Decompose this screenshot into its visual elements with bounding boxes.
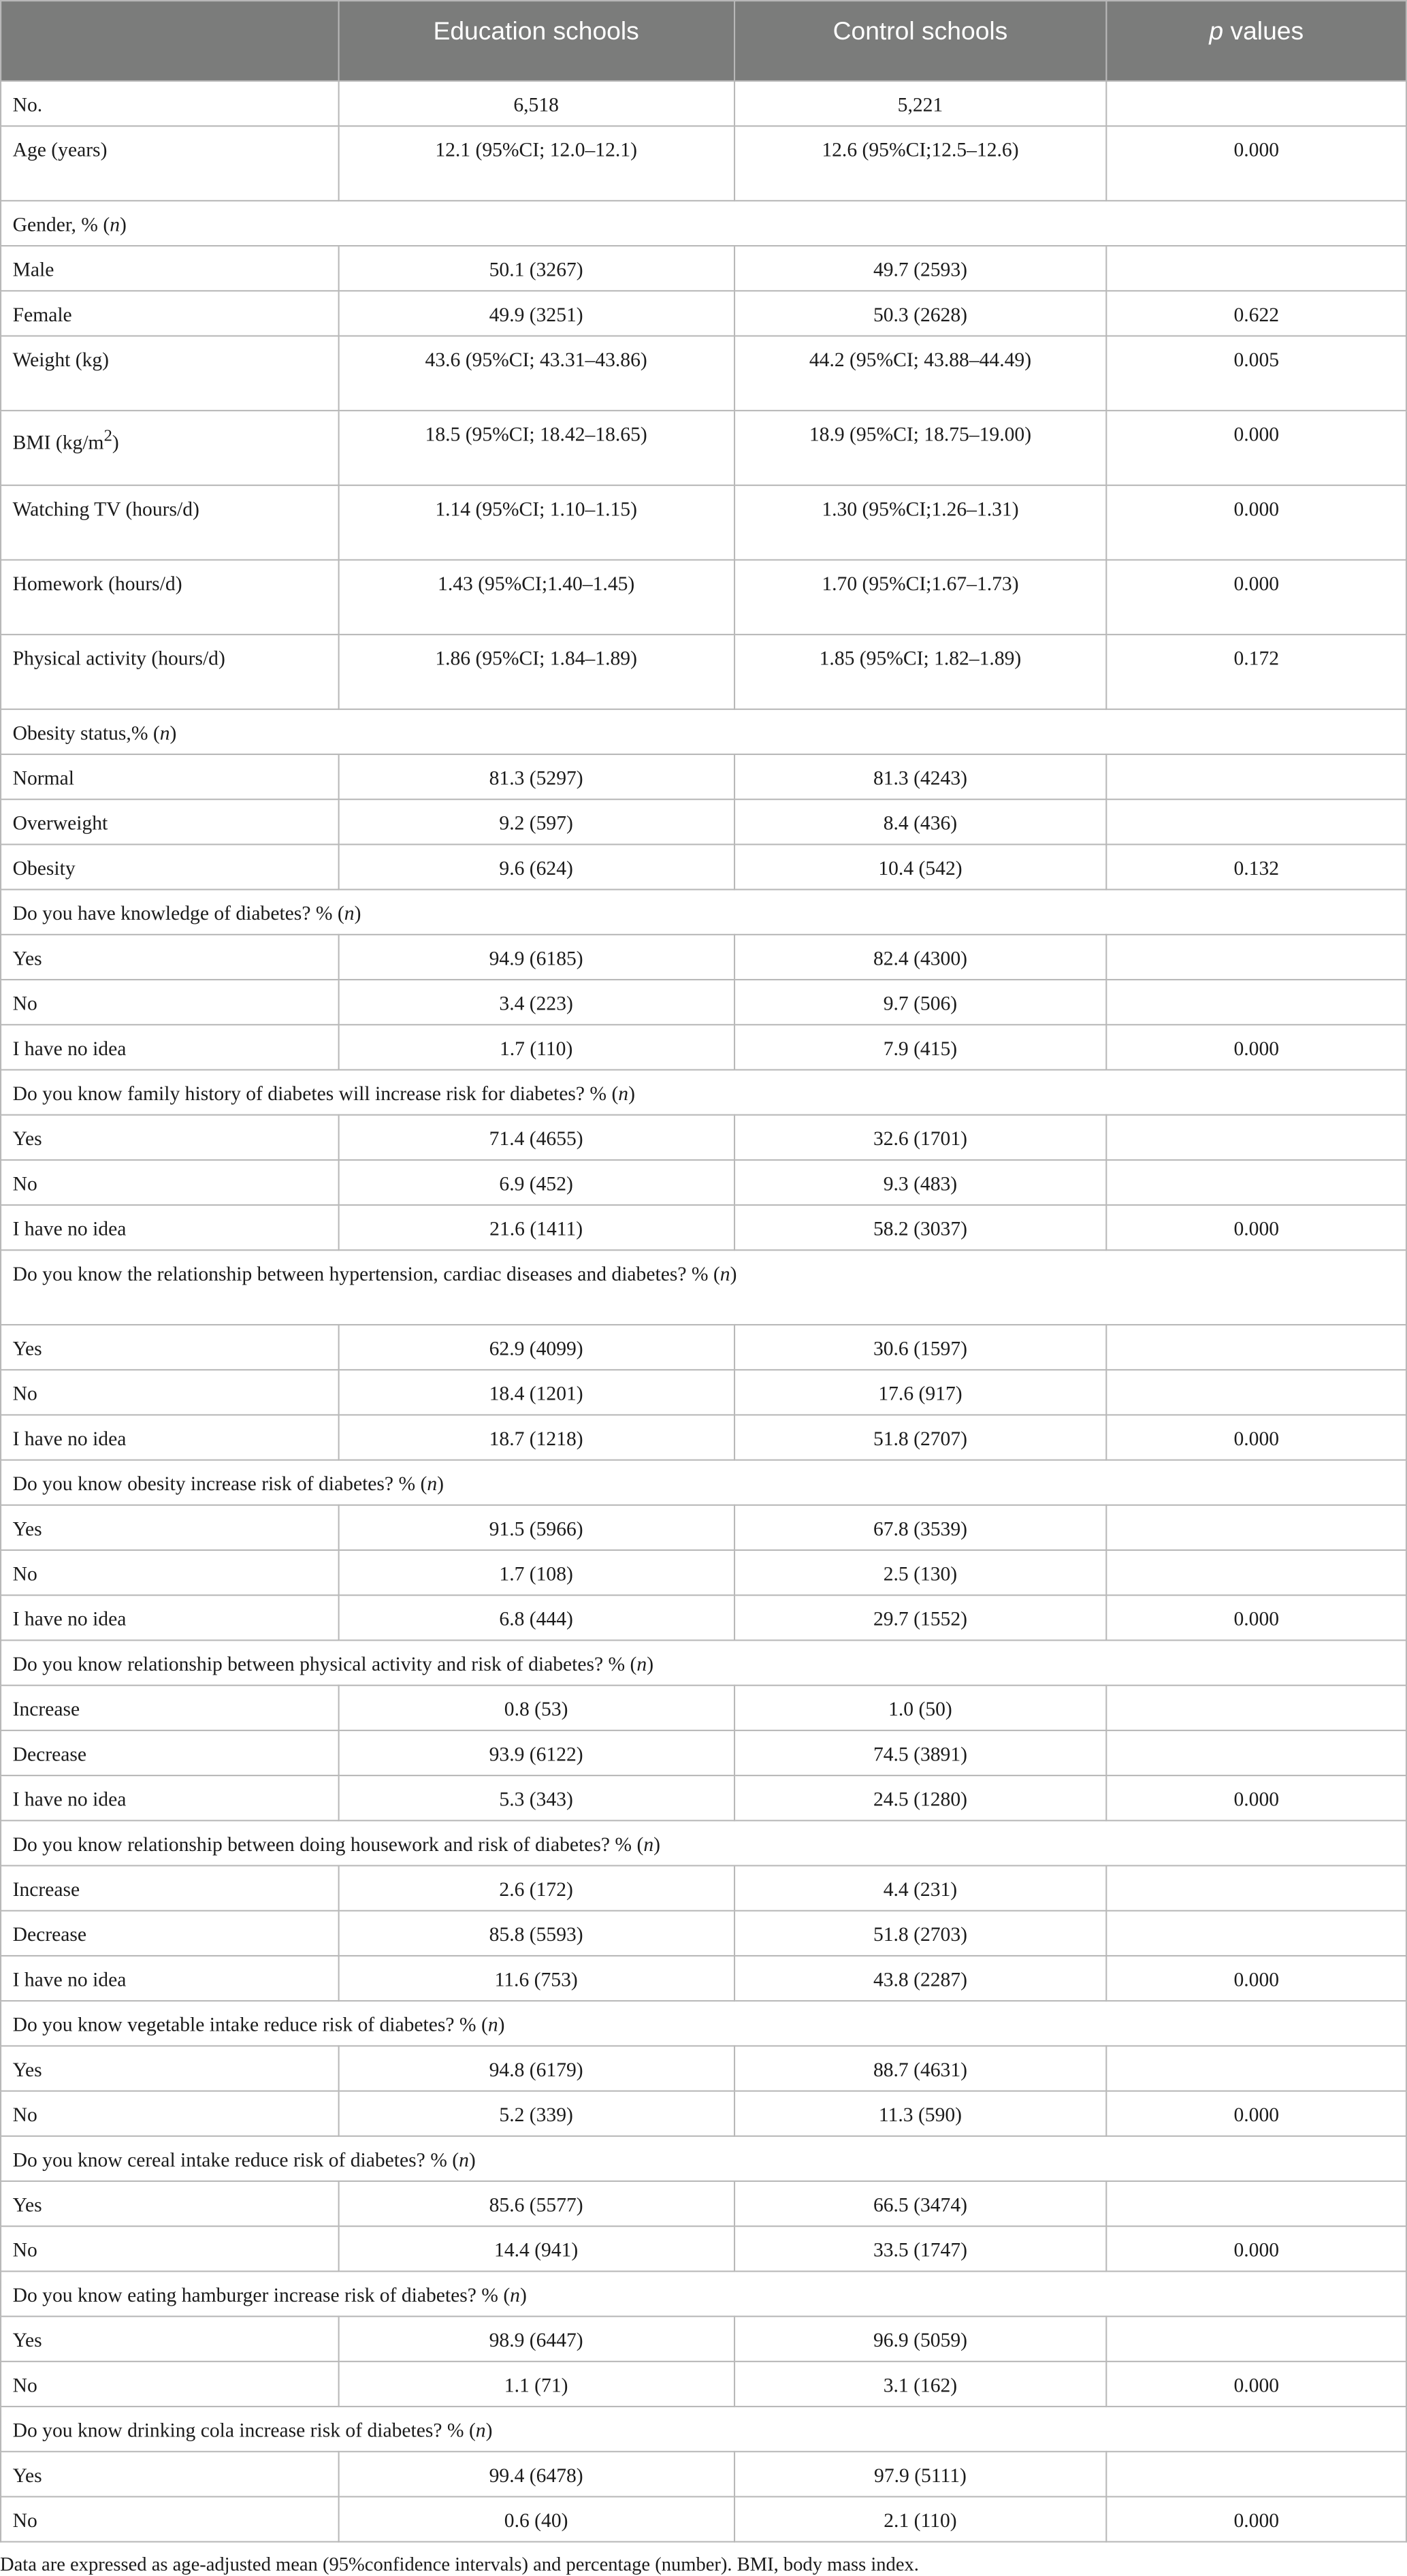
section-tail: ) [485, 2419, 493, 2443]
education-value: 1.86 (95%CI; 1.84–1.89) [338, 634, 734, 709]
p-value [1107, 1160, 1406, 1205]
row-label: No [1, 2362, 338, 2406]
header-p-italic: p [1209, 16, 1224, 46]
p-value [1107, 1550, 1406, 1595]
row-label: No [1, 2496, 338, 2541]
p-value [1107, 935, 1406, 980]
table-body [1, 81, 1406, 2542]
control-value: 2.5 (130) [734, 1550, 1106, 1595]
section-heading [1, 2406, 1406, 2451]
section-tail: ) [468, 2149, 476, 2172]
section-heading [1, 1460, 1406, 1505]
section-heading [1, 1069, 1406, 1114]
control-value: 24.5 (1280) [734, 1775, 1106, 1820]
section-tail: ) [653, 1833, 660, 1857]
table-row [1, 560, 1406, 634]
p-value: 0.132 [1107, 844, 1406, 889]
row-label: Physical activity (hours/d) [1, 634, 338, 709]
control-value: 9.7 (506) [734, 980, 1106, 1025]
education-value: 9.2 (597) [338, 799, 734, 844]
p-value: 0.000 [1107, 2362, 1406, 2406]
table-row [1, 126, 1406, 201]
education-value: 18.5 (95%CI; 18.42–18.65) [338, 410, 734, 485]
education-value: 1.14 (95%CI; 1.10–1.15) [338, 485, 734, 560]
table-section-row [1, 2136, 1406, 2181]
row-label-tail: ) [112, 432, 119, 455]
table-row [1, 2451, 1406, 2496]
section-n-italic: n [719, 1263, 730, 1287]
row-label: Increase [1, 1686, 338, 1730]
row-label: Male [1, 246, 338, 291]
row-label: No [1, 980, 338, 1025]
control-value: 8.4 (436) [734, 799, 1106, 844]
control-value: 50.3 (2628) [734, 291, 1106, 336]
section-heading [1, 709, 1406, 754]
control-value: 1.30 (95%CI;1.26–1.31) [734, 485, 1106, 560]
p-value [1107, 2046, 1406, 2091]
table-row [1, 935, 1406, 980]
header-label [1, 1, 338, 81]
row-label: No. [1, 81, 338, 126]
education-value: 5.3 (343) [338, 1775, 734, 1820]
p-value [1107, 1686, 1406, 1730]
control-value: 44.2 (95%CI; 43.88–44.49) [734, 336, 1106, 410]
education-value: 1.7 (110) [338, 1025, 734, 1069]
p-value: 0.000 [1107, 2091, 1406, 2136]
control-value: 12.6 (95%CI;12.5–12.6) [734, 126, 1106, 201]
education-value: 50.1 (3267) [338, 246, 734, 291]
section-tail: ) [628, 1083, 635, 1106]
table-section-row [1, 1069, 1406, 1114]
row-label: I have no idea [1, 1025, 338, 1069]
p-value: 0.622 [1107, 291, 1406, 336]
p-value: 0.000 [1107, 1956, 1406, 2001]
table-section-row [1, 201, 1406, 246]
row-label-text: BMI (kg/m [12, 432, 104, 455]
p-value [1107, 1866, 1406, 1911]
control-value: 49.7 (2593) [734, 246, 1106, 291]
control-value: 58.2 (3037) [734, 1205, 1106, 1250]
table-row [1, 1415, 1406, 1460]
p-value [1107, 81, 1406, 126]
table-row [1, 1205, 1406, 1250]
table-row [1, 2046, 1406, 2091]
table-row [1, 1505, 1406, 1550]
p-value [1107, 1325, 1406, 1370]
row-label-superscript: 2 [103, 425, 112, 445]
table-row [1, 2181, 1406, 2226]
education-value: 0.6 (40) [338, 2496, 734, 2541]
table-section-row [1, 890, 1406, 935]
control-value: 10.4 (542) [734, 844, 1106, 889]
table-section-row [1, 1460, 1406, 1505]
section-tail: ) [730, 1263, 737, 1287]
row-label: Weight (kg) [1, 336, 338, 410]
row-label: I have no idea [1, 1956, 338, 2001]
p-value: 0.000 [1107, 1205, 1406, 1250]
section-heading [1, 2136, 1406, 2181]
header-control-schools: Control schools [734, 1, 1106, 81]
table-row [1, 1160, 1406, 1205]
control-value: 74.5 (3891) [734, 1730, 1106, 1775]
table-row [1, 2496, 1406, 2541]
section-heading [1, 1250, 1406, 1325]
header-p-rest: values [1223, 16, 1304, 46]
table-section-row [1, 2271, 1406, 2316]
p-value: 0.172 [1107, 634, 1406, 709]
education-value: 94.9 (6185) [338, 935, 734, 980]
section-tail: ) [120, 214, 127, 237]
education-value: 18.7 (1218) [338, 1415, 734, 1460]
table-row [1, 1115, 1406, 1160]
row-label: Normal [1, 754, 338, 799]
p-value: 0.000 [1107, 2496, 1406, 2541]
p-value: 0.000 [1107, 1415, 1406, 1460]
education-value: 98.9 (6447) [338, 2317, 734, 2362]
section-text: Do you know obesity increase risk of diabetes? % ( [12, 1473, 427, 1496]
education-value: 43.6 (95%CI; 43.31–43.86) [338, 336, 734, 410]
table-section-row [1, 709, 1406, 754]
education-value: 0.8 (53) [338, 1686, 734, 1730]
section-n-italic: n [159, 722, 170, 745]
table-row [1, 1775, 1406, 1820]
section-text: Do you know vegetable intake reduce risk of diabetes? % ( [12, 2014, 488, 2037]
education-value: 85.8 (5593) [338, 1911, 734, 1956]
row-label: No [1, 1370, 338, 1415]
row-label: No [1, 2091, 338, 2136]
table-footnote: Data are expressed as age-adjusted mean (95%confidence intervals) and percentage (number). BMI, body mass index. [0, 2554, 919, 2575]
row-label: I have no idea [1, 1595, 338, 1640]
control-value: 9.3 (483) [734, 1160, 1106, 1205]
control-value: 43.8 (2287) [734, 1956, 1106, 2001]
section-tail: ) [354, 903, 361, 926]
section-text: Do you know eating hamburger increase risk of diabetes? % ( [12, 2285, 511, 2308]
control-value: 97.9 (5111) [734, 2451, 1106, 2496]
table-row [1, 246, 1406, 291]
header-p-values [1107, 1, 1406, 81]
p-value [1107, 1911, 1406, 1956]
education-value: 2.6 (172) [338, 1866, 734, 1911]
table-section-row [1, 2406, 1406, 2451]
row-label: Female [1, 291, 338, 336]
section-heading [1, 2271, 1406, 2316]
control-value: 1.0 (50) [734, 1686, 1106, 1730]
section-text: Gender, % ( [12, 214, 110, 237]
section-n-italic: n [427, 1473, 438, 1496]
table-row [1, 1866, 1406, 1911]
row-label: Yes [1, 2317, 338, 2362]
education-value: 93.9 (6122) [338, 1730, 734, 1775]
p-value [1107, 2451, 1406, 2496]
control-value: 29.7 (1552) [734, 1595, 1106, 1640]
p-value: 0.000 [1107, 410, 1406, 485]
section-text: Do you know family history of diabetes will increase risk for diabetes? % ( [12, 1083, 619, 1106]
education-value: 1.43 (95%CI;1.40–1.45) [338, 560, 734, 634]
table-row [1, 1550, 1406, 1595]
section-n-italic: n [636, 1654, 647, 1677]
row-label: No [1, 1550, 338, 1595]
section-n-italic: n [459, 2149, 469, 2172]
education-value: 11.6 (753) [338, 1956, 734, 2001]
table-section-row [1, 1250, 1406, 1325]
education-value: 1.1 (71) [338, 2362, 734, 2406]
education-value: 62.9 (4099) [338, 1325, 734, 1370]
row-label: I have no idea [1, 1775, 338, 1820]
education-value: 1.7 (108) [338, 1550, 734, 1595]
table-row [1, 1595, 1406, 1640]
education-value: 6.9 (452) [338, 1160, 734, 1205]
education-value: 6,518 [338, 81, 734, 126]
row-label: No [1, 2226, 338, 2271]
section-tail: ) [519, 2285, 527, 2308]
table-row [1, 980, 1406, 1025]
control-value: 1.85 (95%CI; 1.82–1.89) [734, 634, 1106, 709]
control-value: 96.9 (5059) [734, 2317, 1106, 2362]
section-tail: ) [498, 2014, 505, 2037]
education-value: 94.8 (6179) [338, 2046, 734, 2091]
section-text: Do you know relationship between doing housework and risk of diabetes? % ( [12, 1833, 644, 1857]
row-label: I have no idea [1, 1415, 338, 1460]
p-value [1107, 1370, 1406, 1415]
education-value: 99.4 (6478) [338, 2451, 734, 2496]
p-value: 0.000 [1107, 1025, 1406, 1069]
p-value: 0.000 [1107, 560, 1406, 634]
table-row [1, 336, 1406, 410]
control-value: 32.6 (1701) [734, 1115, 1106, 1160]
education-value: 71.4 (4655) [338, 1115, 734, 1160]
table-section-row [1, 1640, 1406, 1685]
control-value: 88.7 (4631) [734, 2046, 1106, 2091]
p-value [1107, 1115, 1406, 1160]
row-label: I have no idea [1, 1205, 338, 1250]
row-label: Decrease [1, 1911, 338, 1956]
row-label [1, 410, 338, 485]
section-heading [1, 1640, 1406, 1685]
row-label: Yes [1, 1115, 338, 1160]
education-value: 85.6 (5577) [338, 2181, 734, 2226]
table-row [1, 2226, 1406, 2271]
table-section-row [1, 1820, 1406, 1865]
table-row [1, 1325, 1406, 1370]
control-value: 82.4 (4300) [734, 935, 1106, 980]
education-value: 12.1 (95%CI; 12.0–12.1) [338, 126, 734, 201]
education-value: 3.4 (223) [338, 980, 734, 1025]
row-label: Yes [1, 1325, 338, 1370]
table-row [1, 291, 1406, 336]
p-value: 0.000 [1107, 1595, 1406, 1640]
p-value: 0.000 [1107, 126, 1406, 201]
education-value: 21.6 (1411) [338, 1205, 734, 1250]
section-text: Do you know relationship between physical activity and risk of diabetes? % ( [12, 1654, 637, 1677]
row-label: Watching TV (hours/d) [1, 485, 338, 560]
section-text: Do you have knowledge of diabetes? % ( [12, 903, 344, 926]
table-row [1, 1730, 1406, 1775]
table-row [1, 799, 1406, 844]
control-value: 33.5 (1747) [734, 2226, 1106, 2271]
section-n-italic: n [110, 214, 120, 237]
row-label: Overweight [1, 799, 338, 844]
section-tail: ) [437, 1473, 444, 1496]
section-heading [1, 2001, 1406, 2046]
table-row [1, 1956, 1406, 2001]
table-row [1, 485, 1406, 560]
control-value: 2.1 (110) [734, 2496, 1106, 2541]
education-value: 14.4 (941) [338, 2226, 734, 2271]
table-row [1, 754, 1406, 799]
p-value [1107, 2181, 1406, 2226]
row-label: Yes [1, 2046, 338, 2091]
table-row [1, 844, 1406, 889]
education-value: 91.5 (5966) [338, 1505, 734, 1550]
row-label: Yes [1, 2181, 338, 2226]
control-value: 3.1 (162) [734, 2362, 1106, 2406]
p-value [1107, 980, 1406, 1025]
section-text: Obesity status,% ( [12, 722, 160, 745]
education-value: 18.4 (1201) [338, 1370, 734, 1415]
p-value [1107, 1730, 1406, 1775]
education-value: 6.8 (444) [338, 1595, 734, 1640]
table-row [1, 1025, 1406, 1069]
row-label: Homework (hours/d) [1, 560, 338, 634]
row-label: Yes [1, 1505, 338, 1550]
section-n-italic: n [487, 2014, 498, 2037]
section-heading [1, 890, 1406, 935]
control-value: 5,221 [734, 81, 1106, 126]
table-row [1, 81, 1406, 126]
control-value: 51.8 (2703) [734, 1911, 1106, 1956]
control-value: 7.9 (415) [734, 1025, 1106, 1069]
table-row [1, 1911, 1406, 1956]
p-value: 0.000 [1107, 485, 1406, 560]
p-value [1107, 799, 1406, 844]
section-heading [1, 1820, 1406, 1865]
control-value: 18.9 (95%CI; 18.75–19.00) [734, 410, 1106, 485]
table-row [1, 1370, 1406, 1415]
section-n-italic: n [510, 2285, 520, 2308]
table-header-row [1, 1, 1406, 81]
education-value: 5.2 (339) [338, 2091, 734, 2136]
row-label: Increase [1, 1866, 338, 1911]
header-education-schools: Education schools [338, 1, 734, 81]
row-label: Yes [1, 935, 338, 980]
table-row [1, 2317, 1406, 2362]
section-tail: ) [169, 722, 177, 745]
p-value: 0.005 [1107, 336, 1406, 410]
education-value: 49.9 (3251) [338, 291, 734, 336]
section-n-italic: n [475, 2419, 486, 2443]
control-value: 11.3 (590) [734, 2091, 1106, 2136]
section-text: Do you know the relationship between hypertension, cardiac diseases and diabetes? % ( [12, 1263, 720, 1287]
table-row [1, 2362, 1406, 2406]
table-row [1, 1686, 1406, 1730]
p-value [1107, 754, 1406, 799]
row-label: Yes [1, 2451, 338, 2496]
education-value: 9.6 (624) [338, 844, 734, 889]
p-value: 0.000 [1107, 2226, 1406, 2271]
section-n-italic: n [643, 1833, 654, 1857]
control-value: 30.6 (1597) [734, 1325, 1106, 1370]
table-row [1, 410, 1406, 485]
p-value [1107, 2317, 1406, 2362]
section-text: Do you know cereal intake reduce risk of diabetes? % ( [12, 2149, 459, 2172]
section-tail: ) [647, 1654, 654, 1677]
control-value: 4.4 (231) [734, 1866, 1106, 1911]
section-heading [1, 201, 1406, 246]
control-value: 67.8 (3539) [734, 1505, 1106, 1550]
section-n-italic: n [618, 1083, 629, 1106]
control-value: 1.70 (95%CI;1.67–1.73) [734, 560, 1106, 634]
table-row [1, 2091, 1406, 2136]
p-value [1107, 1505, 1406, 1550]
row-label: Obesity [1, 844, 338, 889]
row-label: No [1, 1160, 338, 1205]
section-text: Do you know drinking cola increase risk of diabetes? % ( [12, 2419, 476, 2443]
row-label: Decrease [1, 1730, 338, 1775]
p-value [1107, 246, 1406, 291]
education-value: 81.3 (5297) [338, 754, 734, 799]
table-row [1, 634, 1406, 709]
control-value: 81.3 (4243) [734, 754, 1106, 799]
p-value: 0.000 [1107, 1775, 1406, 1820]
row-label: Age (years) [1, 126, 338, 201]
table-section-row [1, 2001, 1406, 2046]
control-value: 17.6 (917) [734, 1370, 1106, 1415]
section-n-italic: n [344, 903, 355, 926]
control-value: 51.8 (2707) [734, 1415, 1106, 1460]
control-value: 66.5 (3474) [734, 2181, 1106, 2226]
